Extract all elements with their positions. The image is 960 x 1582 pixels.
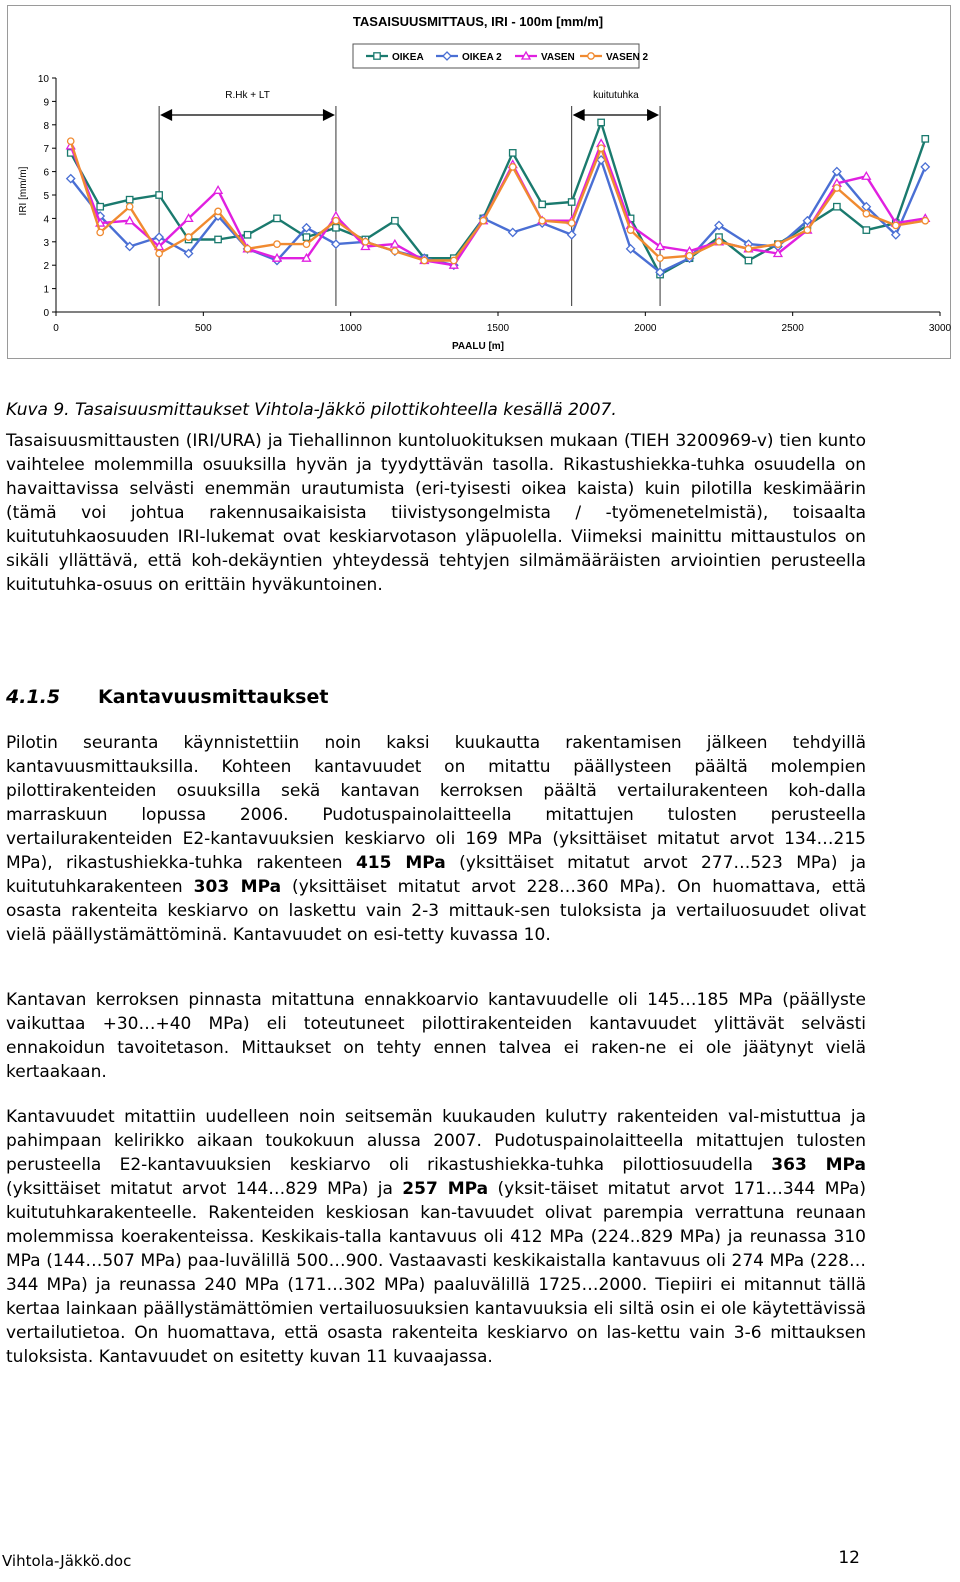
data-point [745, 257, 751, 263]
x-tick-label: 2000 [634, 323, 657, 334]
figure-caption: Kuva 9. Tasaisuusmittaukset Vihtola-Jäkkö pilottikohteella kesällä 2007. [6, 400, 617, 420]
data-point [333, 218, 339, 224]
data-point [185, 234, 191, 240]
data-point [686, 253, 692, 259]
data-point [863, 227, 869, 233]
data-point [303, 241, 309, 247]
data-point [244, 232, 250, 238]
legend-marker [374, 53, 380, 59]
footer-page-number: 12 [838, 1548, 860, 1568]
annotation-arrowhead-right [323, 109, 335, 121]
data-point [421, 257, 427, 263]
data-point [510, 164, 516, 170]
data-point [215, 236, 221, 242]
footer-filename: Vihtola-Jäkkö.doc [2, 1552, 132, 1570]
legend-label: OIKEA [392, 52, 424, 63]
data-point [274, 241, 280, 247]
data-point [804, 227, 810, 233]
data-point [156, 250, 162, 256]
axes [38, 74, 952, 334]
x-tick-label: 2500 [781, 323, 804, 334]
y-tick-label: 9 [43, 97, 49, 109]
legend-label: OIKEA 2 [462, 52, 502, 63]
x-tick-label: 3000 [928, 323, 952, 334]
data-point [97, 204, 103, 210]
p2-value-303: 303 MPa [193, 877, 282, 897]
series-line [71, 123, 926, 275]
y-tick-label: 3 [43, 237, 49, 249]
data-point [657, 255, 663, 261]
paragraph-iri: Tasaisuusmittausten (IRI/URA) ja Tiehallinnon kuntoluokituksen mukaan (TIEH 3200969-v) tien kunto vaihtelee molemmilla osuuksilla hyvän ja tyydyttävän tasolla. Rikastushiekka-tuhka osuudella on havaittavissa selvästi enemmän urautumista (eri-tyisesti oikea kaista) kuin pilotilla keskimäärin (tämä voi johtua rakennusaikaisista tiivistysongelmista / -työmenetelmistä), toisaalta kuitutuhkaosuuden IRI-lukemat ovat keskiarvotason yläpuolella. Viimeksi mainittu mittaustulos on sikäli yllättävä, että koh-dekäyntien yhteydessä tehtyjen silmämääräisten arviointien perusteella kuitutuhka-osuus on erittäin hyväkuntoinen. [6, 431, 866, 595]
y-axis-label: IRI [mm/m] [18, 166, 29, 216]
data-point [745, 246, 751, 252]
data-point [775, 241, 781, 247]
data-point [893, 222, 899, 228]
chart-title: TASAISUUSMITTAUS, IRI - 100m [mm/m] [352, 14, 604, 29]
annotation-arrowhead-left [573, 109, 585, 121]
p4-text-c: (yksittäiset mitatut arvot 144…829 MPa) ja [6, 1179, 403, 1199]
section-title: Kantavuusmittaukset [98, 686, 329, 708]
data-point [274, 215, 280, 221]
annotation-label: R.Hk + LT [225, 90, 270, 101]
annotation-arrowhead-right [647, 109, 659, 121]
data-point [568, 220, 574, 226]
series [67, 119, 930, 277]
data-point [539, 201, 545, 207]
x-tick-label: 1000 [339, 323, 362, 334]
data-point [214, 186, 222, 193]
p4-text-d: (yksit-täiset mitatut arvot 171…344 MPa) kuitutuhkarakenteelle. Rakenteiden keskiosan kan-tavuudet olivat parempia verrattuna reunaan molemmissa koerakenteissa. Keskikais-talla kantavuus oli 412 MPa (224..829 MPa) ja reunassa 310 MPa (144…507 MPa) paa-luvälillä 500…900. Vastaavasti keskikaistalla kantavuus oli 274 MPa (228…344 MPa) ja reunassa 240 MPa (171…302 MPa) paaluvälillä 1725…2000. Tiepiiri ei mitannut tällä kertaa lainkaan päällystämättömien vertailuosuuksien kantavuuksia eli siltä osin ei ole käytettävissä vertailutietoa. On huomattava, että osasta rakenteita keskiarvo on las-kettu vain 3-6 mittauksen tuloksista. Kantavuudet on esitetty kuvan 11 kuvaajassa. [6, 1179, 866, 1367]
series-line [71, 160, 926, 272]
data-point [97, 229, 103, 235]
data-point [333, 225, 339, 231]
data-point [392, 218, 398, 224]
data-point [362, 239, 368, 245]
p2-text-a: Pilotin seuranta käynnistettiin noin kaksi kuukautta rakentamisen jälkeen tehdyillä kantavuusmittauksilla. Kohteen kantavuudet on mitattu päällysteen päältä molempien pilottirakenteiden osuuksilla sekä kantavan kerroksen päältä vertailurakenteen koh-dalla marraskuun lopussa 2006. Pudotuspainolaitteella mitattujen tulosten perusteella vertailurakenteiden E2-kantavuuksien keskiarvo oli 169 MPa (yksittäiset mitatut arvot 134…215 MPa), rikastushiekka-tuhka rakenteen [6, 733, 866, 873]
data-point [126, 204, 132, 210]
p4-value-363: 363 MPa [771, 1155, 866, 1175]
data-point [568, 199, 574, 205]
data-point [834, 204, 840, 210]
data-point [598, 145, 604, 151]
data-point [921, 163, 929, 171]
y-tick-label: 1 [43, 284, 49, 296]
data-point [156, 192, 162, 198]
data-point [244, 246, 250, 252]
y-tick-label: 5 [43, 191, 49, 202]
data-point [510, 150, 516, 156]
x-tick-label: 1500 [486, 323, 510, 334]
y-tick-label: 7 [43, 144, 49, 156]
x-tick-label: 0 [53, 323, 59, 334]
data-point [834, 185, 840, 191]
data-point [451, 257, 457, 263]
y-tick-label: 4 [43, 214, 49, 226]
series-vasen [67, 140, 930, 269]
data-point [598, 119, 604, 125]
series-oikea [68, 119, 929, 277]
legend-marker [588, 53, 594, 59]
y-tick-label: 6 [43, 167, 49, 179]
iri-chart [7, 5, 951, 359]
p4-value-257: 257 MPa [402, 1179, 489, 1199]
data-point [716, 239, 722, 245]
data-point [303, 234, 309, 240]
paragraph-bearing-1 [6, 731, 866, 947]
y-tick-label: 8 [43, 120, 49, 132]
legend-label: VASEN [541, 52, 575, 63]
paragraph-bearing-2: Kantavan kerroksen pinnasta mitattuna ennakkoarvio kantavuudelle oli 145…185 MPa (päällyste vaikuttaa +30…+40 MPa) eli toteutuneet pilottirakenteiden kantavuudet ylittävät selvästi ennakoidun tavoitetason. Mittaukset on tehty ennen talvea ei raken-ne ei ole jäätynyt vielä kertaakaan. [6, 990, 866, 1082]
annotation-label: kuitutuhka [593, 90, 639, 101]
y-tick-label: 2 [43, 261, 49, 273]
x-tick-label: 500 [194, 323, 212, 334]
annotation-arrowhead-left [160, 109, 172, 121]
legend [353, 44, 648, 68]
y-tick-label: 0 [43, 308, 49, 319]
series-line [71, 144, 926, 266]
p2-text-d: (yksittäiset mitatut arvot 228…360 MPa). On huomattava, että osasta rakenteita keskiarvo on laskettu vain 2-3 mittauk-sen tuloksista ja vertailuosuudet olivat vielä päällystämättöminä. Kantavuudet on esi-tetty kuvassa 10. [6, 877, 867, 945]
data-point [215, 208, 221, 214]
data-point [392, 248, 398, 254]
section-heading [6, 684, 328, 710]
data-point [922, 136, 928, 142]
series-line [71, 141, 926, 260]
p4-text-a: Kantavuudet mitattiin uudelleen noin seitsemän kuukauden kulutту rakenteiden val-mistuttua ja pahimpaan kelirikko aikaan toukokuun alussa 2007. Pudotuspainolaitteella mitattujen tulosten perusteella E2-kantavuuksien keskiarvo oli rikastushiekka-tuhka pilottiosuudella [6, 1107, 866, 1175]
y-tick-label: 10 [37, 74, 49, 85]
legend-label: VASEN 2 [606, 52, 649, 63]
series-oikea-2 [67, 156, 930, 276]
data-point [68, 138, 74, 144]
p2-text-c: (yksittäiset mitatut arvot 277…523 MPa) ja kuitutuhkarakenteen [6, 853, 866, 897]
paragraph-bearing-3 [6, 1105, 866, 1369]
data-point [126, 196, 132, 202]
section-number: 4.1.5 [6, 686, 61, 708]
data-point [568, 231, 576, 239]
data-point [627, 227, 633, 233]
p2-value-415: 415 MPa [355, 853, 446, 873]
iri-chart-svg [8, 6, 952, 360]
data-point [509, 228, 517, 236]
data-point [539, 218, 545, 224]
data-point [922, 218, 928, 224]
data-point [863, 211, 869, 217]
data-point [480, 218, 486, 224]
x-axis-label: PAALU [m] [451, 341, 505, 352]
